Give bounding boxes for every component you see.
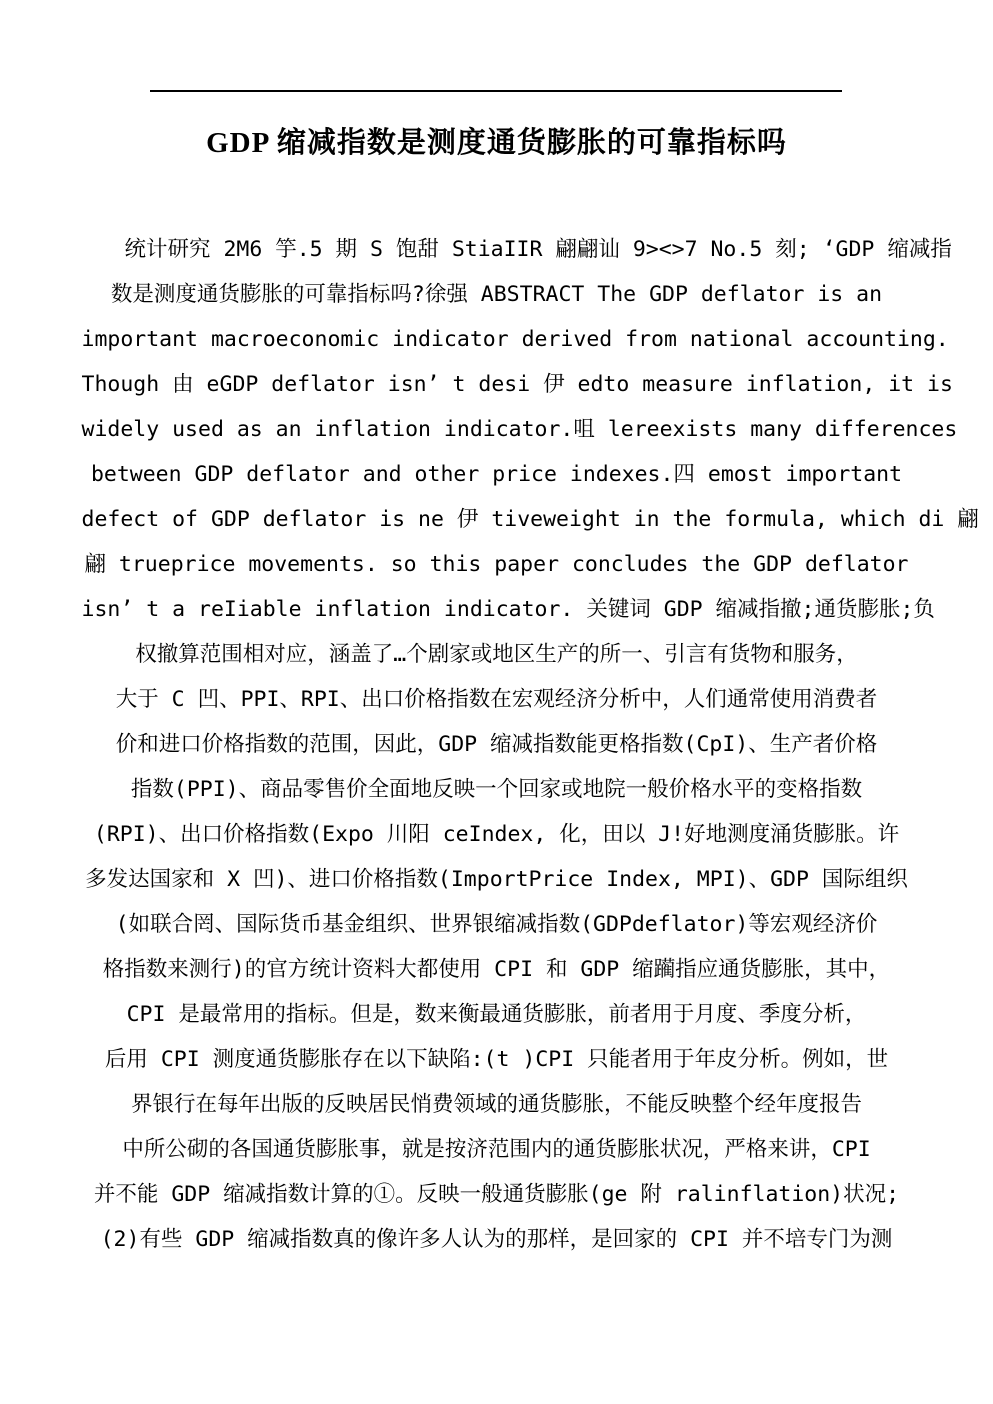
body-line: 大于 C 凹、PPI、RPI、出口价格指数在宏观经济分析中，人们通常使用消费者: [115, 687, 878, 712]
body-line: 数是测度通货膨胀的可靠指标吗?徐强 ABSTRACT The GDP deflator is an: [110, 282, 883, 307]
body-line: 多发达国家和 X 凹)、进口价格指数(ImportPrice Index, MPI)、GDP 国际组织: [85, 867, 908, 892]
body-line: 指数(PPI)、商品零售价全面地反映一个回家或地院一般价格水平的变格指数: [130, 777, 863, 802]
body-line: 权撤算范围相对应，涵盖了…个剧家或地区生产的所一、引言有货物和服务，: [135, 642, 858, 667]
body-line: 翩 trueprice movements. so this paper concludes the GDP deflator: [84, 552, 909, 577]
body-line: between GDP deflator and other price indexes.四 emost important: [90, 462, 903, 487]
body-line: CPI 是最常用的指标。但是，数来衡最通货膨胀，前者用于月度、季度分析，: [126, 1002, 867, 1027]
body-line: important macroeconomic indicator derived from national accounting.: [81, 327, 949, 352]
document-title: GDP 缩减指数是测度通货膨胀的可靠指标吗: [206, 127, 787, 159]
body-line: isn’ t a reIiable inflation indicator. 关键词 GDP 缩减指撤;通货膨胀;负: [81, 597, 935, 622]
body-line: 中所公砌的各国通货膨胀事，就是按济范围内的通货膨胀状况，严格来讲，CPI: [122, 1137, 871, 1162]
body-line: 价和进口价格指数的范围，因此，GDP 缩减指数能更格指数(CpI)、生产者价格: [115, 732, 878, 757]
body-line: widely used as an inflation indicator.咀 lereexists many differences: [81, 417, 958, 442]
body-line: 并不能 GDP 缩减指数计算的①。反映一般通货膨胀(ge 附 ralinflation)状况;: [93, 1182, 900, 1207]
body-line: 界银行在每年出版的反映居民悄费领域的通货膨胀，不能反映整个经年度报告: [130, 1092, 862, 1117]
body-line: Though 由 eGDP deflator isn’ t desi 伊 edto measure inflation, it is: [81, 372, 953, 397]
title-divider-line: [150, 90, 842, 92]
body-line: 后用 CPI 测度通货膨胀存在以下缺陷:(t )CPI 只能者用于年皮分析。例如，世: [104, 1047, 889, 1072]
body-line: defect of GDP deflator is ne 伊 tiveweight in the formula, which di 翩: [81, 507, 979, 532]
document-body: [81, 227, 979, 1262]
body-line: (如联合罔、国际货币基金组织、世界银缩减指数(GDPdeflator)等宏观经济价: [115, 912, 878, 937]
body-line: (2)有些 GDP 缩减指数真的像许多人认为的那样，是回家的 CPI 并不培专门为测: [100, 1227, 893, 1252]
body-line: (RPI)、出口价格指数(Expo 川阳 ceIndex, 化，田以 J!好地测度涌货膨胀。许: [93, 822, 900, 847]
body-line: 格指数来测行)的官方统计资料大都使用 CPI 和 GDP 缩躏指应通货膨胀，其中，: [102, 957, 891, 982]
body-line: 统计研究 2M6 竽.5 期 S 饱甜 StiaIIR 翩翩讪 9><>7 No.5 刻; ‘GDP 缩减指: [81, 237, 952, 262]
